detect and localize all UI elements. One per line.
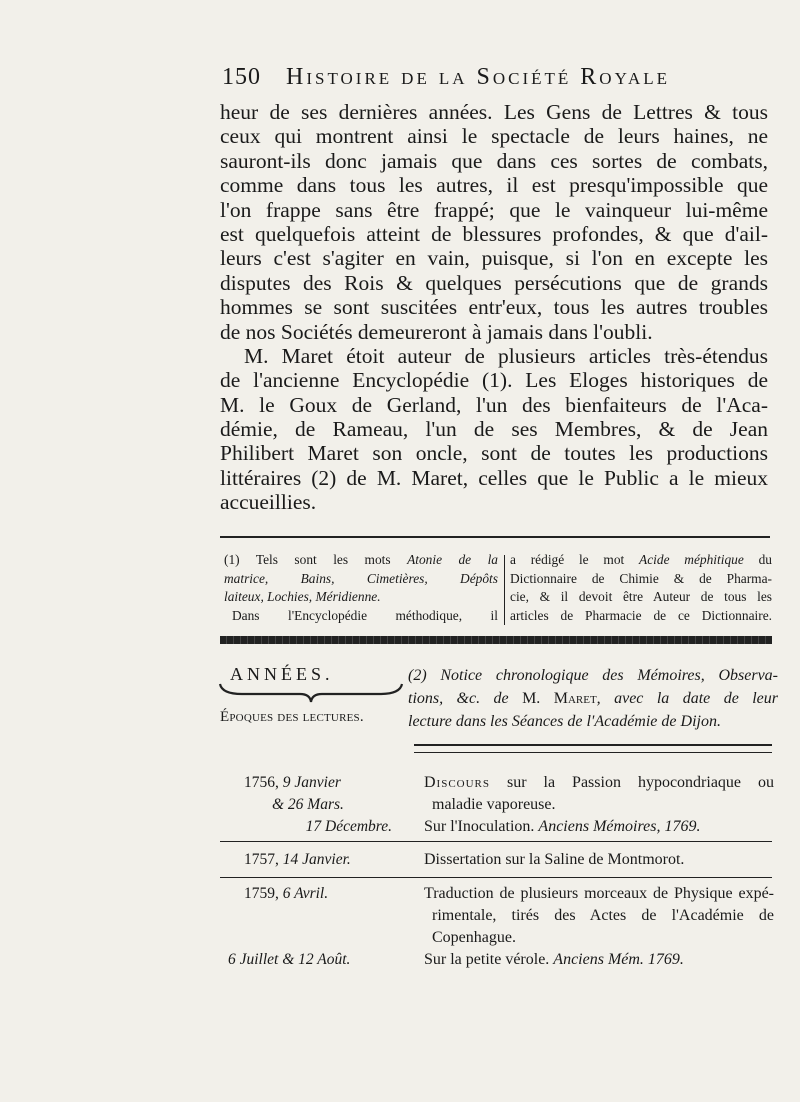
body-line: est quelquefois atteint de blessures profondes, & que d'ail- [220,221,768,246]
footnote-separator-rule [220,536,770,538]
footnote-text: Dictionnaire de Chimie & de Pharma- [510,570,772,586]
main-paragraphs [220,100,768,515]
date-day: 9 Janvier [282,774,341,791]
table-row-3-dates [220,883,392,971]
date-year: 1759, [244,885,283,902]
desc-line [424,949,774,971]
desc-citation: Anciens Mémoires, 1769. [538,818,701,835]
footnote-text: a rédigé le mot [510,552,640,567]
footnote-line [510,588,772,607]
ornamental-rule [220,636,772,644]
desc-citation: Anciens Mém. 1769. [553,951,684,968]
table-row-3-description [424,883,774,971]
body-line: de nos Sociétés demeureront à jamais dans l'oubli. [220,319,653,344]
footnote-column-divider [504,555,505,625]
notice-text: tions, &c. de [408,690,523,707]
table-row-2-description [424,849,774,871]
desc-line [424,849,774,871]
desc-text: Sur l'Inoculation. [424,818,539,835]
date-line [220,794,392,816]
footnote-line [224,588,498,607]
footnote-italic: Atonie de la [407,552,498,567]
footnote-italic: Acide méphitique [639,552,744,567]
desc-text: Copenhague. [432,929,516,946]
footnote-line [224,570,498,589]
date-day: 6 Avril. [282,885,329,902]
footnote-italic: laiteux, Lochies, Méridienne. [224,589,381,605]
date-day: & 26 Mars. [272,796,344,813]
desc-text: maladie vaporeuse. [432,796,556,813]
footnote-line [224,551,498,570]
body-line: littéraires (2) de M. Maret, celles que le Public a le mieux [220,465,768,490]
row-separator-rule [220,841,772,842]
desc-line [424,772,774,794]
footnote-1-left-column [224,551,498,625]
desc-line [424,883,774,905]
footnote-line [510,607,772,626]
desc-smallcaps: Discours [424,774,491,791]
footnote-text: (1) Tels sont les mots [224,552,408,567]
body-line: M. Maret étoit auteur de plusieurs articles très-étendus [244,343,768,368]
footnote-text: articles de Pharmacie de ce Dictionnaire. [510,607,772,623]
desc-line [424,905,774,927]
body-line: démie, de Rameau, l'un de ses Membres, & de Jean [220,417,768,442]
table-row-1-dates [220,772,392,838]
date-line [220,849,392,871]
footnote-line [510,570,772,589]
desc-line [424,794,774,816]
double-rule [414,744,772,753]
date-line [220,883,392,905]
footnote-text: du [743,552,772,567]
running-header [222,64,742,100]
date-line [220,905,392,927]
date-day: 17 Décembre. [305,818,392,835]
date-year: 1756, [244,774,283,791]
desc-text: sur la Passion hypocondriaque ou [490,774,774,791]
notice-heading [408,664,778,733]
table-row-2-dates [220,849,392,871]
footnote-italic: matrice, Bains, Cimetières, Dépôts [224,570,498,586]
desc-line [424,816,774,838]
date-year: 1757, [244,851,283,868]
desc-text: Traduction de plusieurs morceaux de Physique expé- [424,885,774,902]
desc-line [424,927,774,949]
row-separator-rule [220,877,772,878]
body-line: heur de ses dernières années. Les Gens de Lettres & tous [220,100,768,124]
body-line: l'on frappe sans être frappé; que le vainqueur lui-même [220,197,768,222]
desc-text: rimentale, tirés des Actes de l'Académie de [432,907,774,924]
body-line: hommes se sont suscitées entr'eux, tous les autres troubles [220,295,768,320]
notice-text: , avec la date de leur [596,690,778,707]
desc-text: Sur la petite vérole. [424,951,554,968]
date-line [220,816,392,838]
footnote-line [510,551,772,570]
body-line: disputes des Rois & quelques persécutions que de grands [220,270,768,295]
footnote-text: cie, & il devoit être Auteur de tous les [510,589,772,605]
desc-text: Dissertation sur la Saline de Montmorot. [424,851,685,868]
body-line: ceux qui montrent ainsi le spectacle de leurs haines, ne [220,124,768,149]
page-number: 150 [222,64,261,90]
notice-line [408,664,778,687]
body-line: sauront-ils donc jamais que dans ces sortes de combats, [220,148,768,173]
notice-text: (2) Notice chronologique des Mémoires, Observa- [408,667,778,684]
footnote-text: Dans l'Encyclopédie méthodique, il [232,607,498,623]
notice-line [408,710,778,733]
date-line [220,927,392,949]
date-line [220,949,392,971]
notice-author: M. Maret [522,690,597,707]
notice-text: lecture dans les Séances de l'Académie de Dijon. [408,713,721,730]
body-line: comme dans tous les autres, il est presqu'impossible que [220,173,768,198]
column-title-annees: ANNÉES. [230,664,334,684]
notice-line [408,687,778,710]
running-title: Histoire de la Société Royale [286,64,671,90]
footnote-1-right-column [510,551,772,625]
date-day: 14 Janvier. [282,851,351,868]
body-line: de l'ancienne Encyclopédie (1). Les Eloges historiques de [220,368,768,393]
column-subtitle-epoques: Époques des lectures. [220,709,364,725]
body-line: Philibert Maret son oncle, sont de toutes les productions [220,441,768,466]
footnote-line [224,607,498,626]
table-row-1-description [424,772,774,838]
curly-brace-ornament [218,682,404,704]
body-line: leurs c'est s'agiter en vain, puisque, si l'on en excepte les [220,246,768,271]
date-day: 6 Juillet & 12 Août. [228,951,351,968]
date-line [220,772,392,794]
body-line: accueillies. [220,490,317,515]
body-line: M. le Goux de Gerland, l'un des bienfaiteurs de l'Aca- [220,392,768,417]
